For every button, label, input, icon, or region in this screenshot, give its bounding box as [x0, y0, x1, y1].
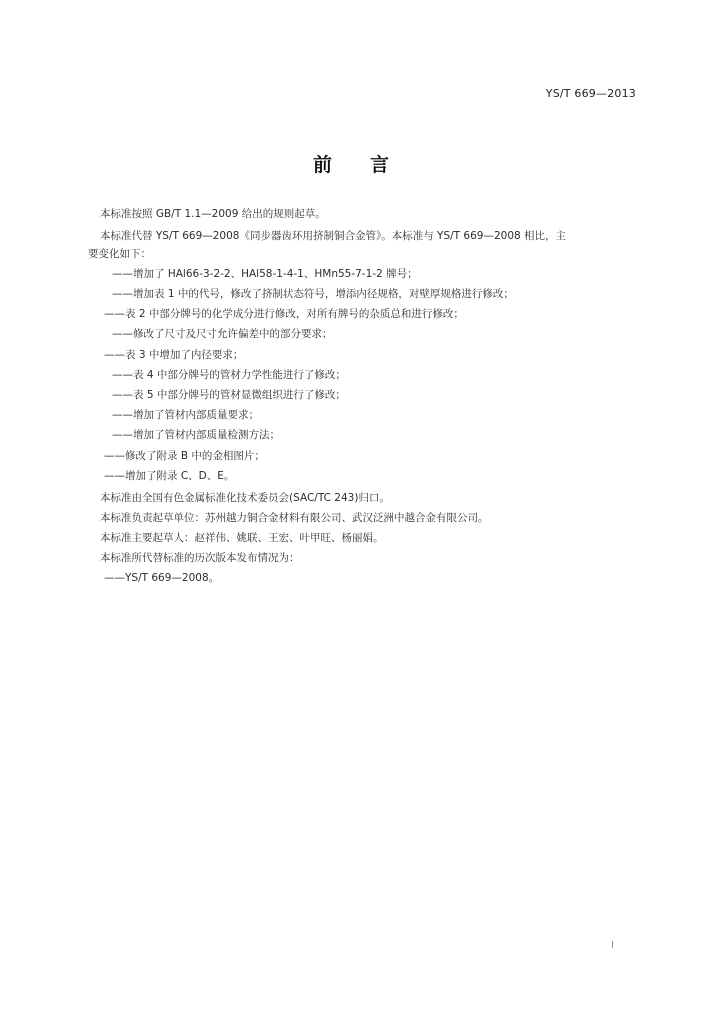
list-item: ——修改了附录 B 中的金相图片； [104, 450, 265, 462]
page-number: I [611, 940, 614, 951]
list-item: ——增加了管材内部质量检测方法； [112, 429, 280, 441]
list-item: ——表 4 中部分牌号的管材力学性能进行了修改； [112, 369, 346, 381]
paragraph-line: 本标准由全国有色金属标准化技术委员会(SAC/TC 243)归口。 [100, 492, 390, 504]
list-item: ——增加了 HAl66-3-2-2、HAl58-1-4-1、HMn55-7-1-2 牌号； [112, 268, 418, 280]
paragraph-line: 本标准负责起草单位：苏州越力铜合金材料有限公司、武汉泛洲中越合金有限公司。 [100, 512, 489, 524]
page-title: 前言 [312, 154, 427, 176]
list-item: ——增加表 1 中的代号，修改了挤制状态符号，增添内径规格，对壁厚规格进行修改； [112, 288, 514, 300]
list-item: ——表 3 中增加了内径要求； [104, 349, 244, 361]
paragraph-line: 要变化如下： [88, 248, 151, 260]
list-item: ——修改了尺寸及尺寸允许偏差中的部分要求； [112, 328, 333, 340]
paragraph-line: 本标准所代替标准的历次版本发布情况为： [100, 552, 300, 564]
list-item: ——表 2 中部分牌号的化学成分进行修改，对所有牌号的杂质总和进行修改； [104, 308, 464, 320]
paragraph-line: 本标准代替 YS/T 669—2008《同步器齿环用挤制铜合金管》。本标准与 YS/T 669—2008 相比，主 [100, 230, 567, 242]
list-item: ——YS/T 669—2008。 [104, 572, 220, 584]
paragraph-line: 本标准主要起草人：赵祥伟、姚联、王宏、叶甲旺、杨丽娟。 [100, 532, 384, 544]
list-item: ——增加了附录 C、D、E。 [104, 470, 235, 482]
list-item: ——表 5 中部分牌号的管材显微组织进行了修改； [112, 389, 346, 401]
standard-code: YS/T 669—2013 [545, 87, 636, 100]
paragraph-line: 本标准按照 GB/T 1.1—2009 给出的规则起草。 [100, 208, 326, 220]
list-item: ——增加了管材内部质量要求； [112, 409, 259, 421]
